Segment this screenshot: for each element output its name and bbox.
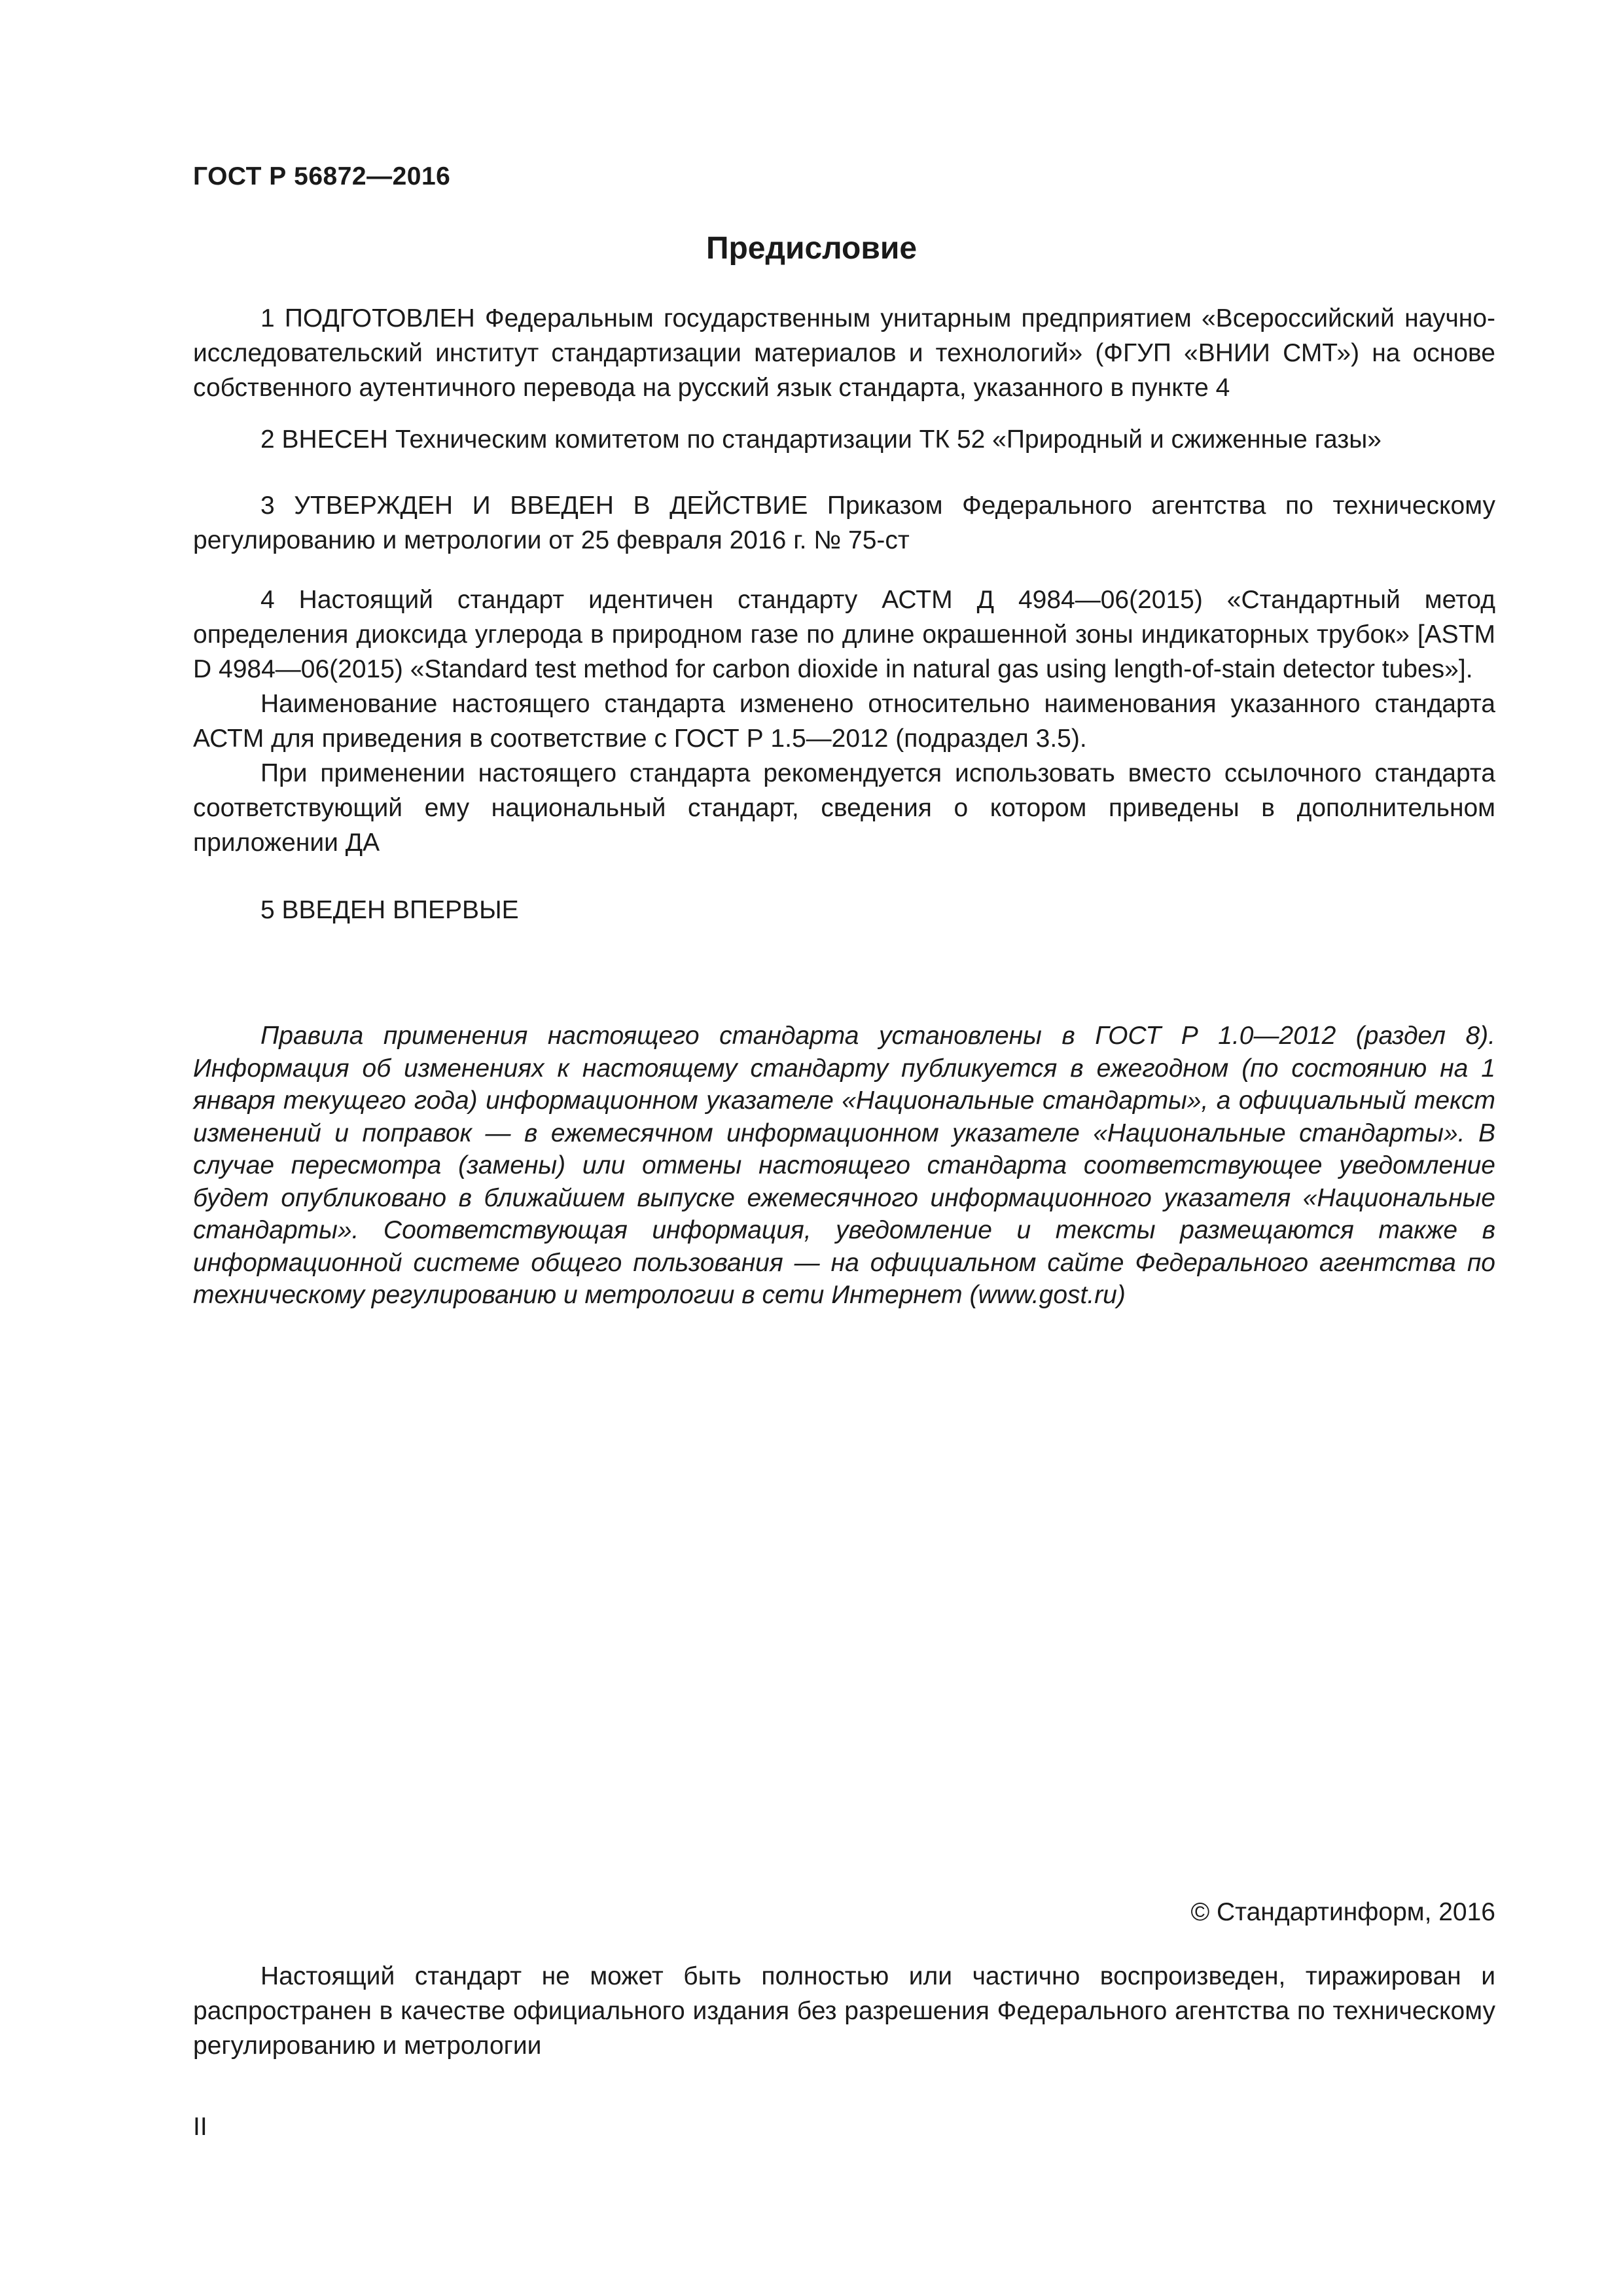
foreword-item-4 <box>193 583 1495 860</box>
foreword-item-3-text: 3 УТВЕРЖДЕН И ВВЕДЕН В ДЕЙСТВИЕ Приказом Федерального агентства по техническому регулированию и метрологии от 25 февраля 2016 г. № 75-ст <box>193 492 1495 554</box>
foreword-item-2 <box>193 422 1495 457</box>
reproduction-notice-text: Настоящий стандарт не может быть полностью или частично воспроизведен, тиражирован и распространен в качестве официального издания без разрешения Федерального агентства по техническому регулированию и метрологии <box>193 1962 1495 2060</box>
foreword-item-4-paragraph-1: 4 Настоящий стандарт идентичен стандарту АСТМ Д 4984—06(2015) «Стандартный метод определения диоксида углерода в природном газе по длине окрашенной зоны индикаторных трубок» [ASTM D 4984—06(2015) «Standard test method for carbon dioxide in natural gas using length-of-stain detector tubes»]. <box>193 586 1495 683</box>
foreword-item-5-text: 5 ВВЕДЕН ВПЕРВЫЕ <box>260 896 519 924</box>
application-rules-text: Правила применения настоящего стандарта установлены в ГОСТ Р 1.0—2012 (раздел 8). Информация об изменениях к настоящему стандарту публикуется в ежегодном (по состоянию на 1 января текущего года) информационном указателе «Национальные стандарты», а официальный текст изменений и поправок — в ежемесячном информационном указателе «Национальные стандарты». В случае пересмотра (замены) или отмены настоящего стандарта соответствующее уведомление будет опубликовано в ближайшем выпуске ежемесячного информационного указателя «Национальные стандарты». Соответствующая информация, уведомление и тексты размещаются также в информационной системе общего пользования — на официальном сайте Федерального агентства по техническому регулированию и метрологии в сети Интернет (www.gost.ru) <box>193 1022 1495 1309</box>
foreword-item-2-text: 2 ВНЕСЕН Техническим комитетом по стандартизации ТК 52 «Природный и сжиженные газы» <box>260 425 1382 454</box>
foreword-item-1-text: 1 ПОДГОТОВЛЕН Федеральным государственным унитарным предприятием «Всероссийский научно-исследовательский институт стандартизации материалов и технологий» (ФГУП «ВНИИ СМТ») на основе собственного аутентичного перевода на русский язык стандарта, указанного в пункте 4 <box>193 304 1495 402</box>
foreword-item-5 <box>193 893 1495 927</box>
foreword-item-4-paragraph-2: Наименование настоящего стандарта изменено относительно наименования указанного стандарта АСТМ для приведения в соответствие с ГОСТ Р 1.5—2012 (подраздел 3.5). <box>193 690 1495 753</box>
foreword-item-4-paragraph-3: При применении настоящего стандарта рекомендуется использовать вместо ссылочного стандарта соответствующий ему национальный стандарт, сведения о котором приведены в дополнительном приложении ДА <box>193 759 1495 857</box>
page-title: Предисловие <box>705 231 918 266</box>
page-number: II <box>193 2113 207 2141</box>
foreword-item-1 <box>193 301 1495 405</box>
reproduction-notice <box>193 1959 1495 2063</box>
foreword-item-3 <box>193 488 1495 558</box>
standard-code: ГОСТ Р 56872—2016 <box>193 162 451 190</box>
copyright-line: © Стандартинформ, 2016 <box>1190 1898 1495 1926</box>
application-rules-note <box>193 1020 1495 1312</box>
